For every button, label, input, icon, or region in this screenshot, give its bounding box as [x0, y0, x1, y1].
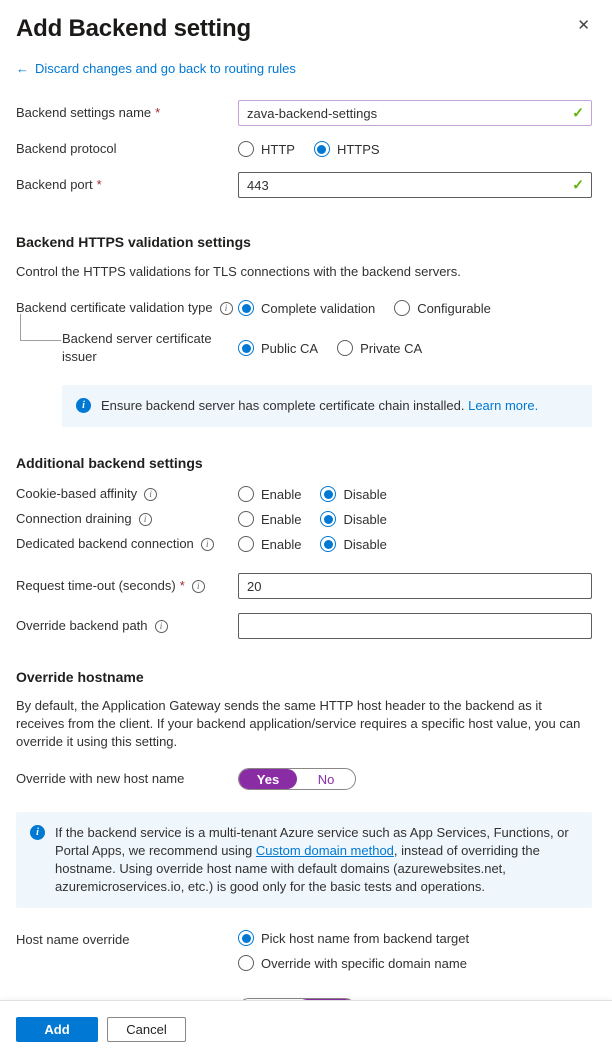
- radio-icon: [314, 141, 330, 157]
- banner-text: Ensure backend server has complete certificate chain installed.: [101, 398, 465, 413]
- dedicated-connection-disable-radio[interactable]: [320, 536, 386, 552]
- request-timeout-label: Request time-out (seconds) * i: [16, 577, 238, 595]
- connection-draining-row: [16, 510, 592, 528]
- info-icon[interactable]: i: [220, 302, 233, 315]
- backend-settings-name-input[interactable]: [238, 100, 592, 126]
- multitenant-info-banner: [16, 812, 592, 908]
- override-new-hostname-label: Override with new host name: [16, 771, 185, 786]
- radio-label: Pick host name from backend target: [261, 930, 470, 946]
- radio-icon: [320, 511, 336, 527]
- cert-issuer-row: [16, 330, 592, 366]
- connection-draining-label: Connection draining i: [16, 510, 238, 528]
- custom-domain-method-link[interactable]: Custom domain method: [255, 843, 394, 858]
- host-name-override-row: [16, 930, 592, 971]
- info-icon: i: [76, 398, 91, 413]
- radio-label: HTTPS: [336, 141, 380, 157]
- radio-icon: [238, 930, 254, 946]
- radio-label: Private CA: [360, 340, 423, 356]
- radio-icon: [320, 536, 336, 552]
- certificate-chain-info-banner: [62, 385, 592, 427]
- back-to-routing-rules-link[interactable]: [16, 61, 296, 76]
- radio-label: Enable: [261, 536, 302, 552]
- backend-protocol-row: [16, 140, 592, 158]
- protocol-https-radio[interactable]: [314, 141, 380, 157]
- panel-footer: [0, 1000, 612, 1058]
- required-marker: *: [179, 578, 185, 593]
- radio-label: Public CA: [261, 340, 319, 356]
- info-icon: i: [30, 825, 45, 840]
- override-backend-path-label: Override backend path i: [16, 617, 238, 635]
- public-ca-radio[interactable]: [238, 340, 318, 356]
- radio-icon: [238, 141, 254, 157]
- info-icon[interactable]: i: [201, 538, 214, 551]
- dedicated-connection-label: Dedicated backend connection i: [16, 535, 238, 553]
- override-hostname-description: By default, the Application Gateway sends the same HTTP host header to the backend as it receives from the client. If your backend application/service requires a specific host value, you can override it using this setting.: [16, 698, 581, 749]
- complete-validation-radio[interactable]: [238, 300, 375, 316]
- backend-settings-name-label: Backend settings name *: [16, 105, 161, 120]
- radio-label: Disable: [343, 536, 387, 552]
- add-button[interactable]: Add: [16, 1017, 98, 1042]
- required-marker: *: [155, 105, 161, 120]
- host-name-override-label: Host name override: [16, 932, 130, 947]
- valid-check-icon: ✓: [572, 176, 584, 193]
- required-marker: *: [96, 177, 102, 192]
- radio-label: Configurable: [417, 300, 491, 316]
- dedicated-connection-enable-radio[interactable]: [238, 536, 301, 552]
- radio-label: Enable: [261, 486, 302, 502]
- info-icon[interactable]: i: [155, 620, 168, 633]
- additional-settings-heading: Additional backend settings: [16, 455, 203, 471]
- banner-text-before: If the backend service is a multi-tenant Azure service such as App Services, Functions, or Portal Apps, we recommend using: [55, 825, 569, 858]
- cookie-affinity-disable-radio[interactable]: [320, 486, 386, 502]
- cookie-affinity-label: Cookie-based affinity i: [16, 485, 238, 503]
- backend-protocol-label: Backend protocol: [16, 141, 117, 156]
- learn-more-link[interactable]: Learn more.: [468, 398, 539, 413]
- override-backend-path-row: [16, 613, 592, 639]
- radio-label: Override with specific domain name: [261, 955, 467, 971]
- page-title: Add Backend setting: [16, 15, 251, 42]
- https-validation-description: Control the HTTPS validations for TLS connections with the backend servers.: [16, 264, 461, 279]
- close-icon[interactable]: ✕: [575, 14, 592, 38]
- dedicated-connection-row: [16, 535, 592, 553]
- cert-validation-type-label: Backend certificate validation type i: [16, 299, 238, 317]
- backend-port-input[interactable]: [238, 172, 592, 198]
- cookie-affinity-enable-radio[interactable]: [238, 486, 301, 502]
- valid-check-icon: ✓: [572, 104, 584, 121]
- radio-icon: [394, 300, 410, 316]
- banner-text-after: , instead of overriding the hostname. Using override host name with default domains (azurewebsites.net, azuremicroservices.io, etc.) is good only for the basic tests and operations.: [55, 843, 540, 894]
- connection-draining-disable-radio[interactable]: [320, 511, 386, 527]
- radio-icon: [238, 300, 254, 316]
- radio-icon: [238, 955, 254, 971]
- override-new-hostname-toggle[interactable]: [238, 768, 356, 790]
- back-arrow-icon: ←: [16, 61, 29, 76]
- backend-port-label: Backend port *: [16, 177, 102, 192]
- radio-icon: [320, 486, 336, 502]
- back-link-label: Discard changes and go back to routing rules: [35, 61, 296, 76]
- cancel-button[interactable]: Cancel: [107, 1017, 186, 1042]
- request-timeout-row: [16, 573, 592, 599]
- backend-settings-name-row: [16, 100, 592, 126]
- request-timeout-input[interactable]: [238, 573, 592, 599]
- radio-icon: [238, 536, 254, 552]
- override-hostname-heading: Override hostname: [16, 669, 144, 685]
- radio-label: Disable: [343, 511, 387, 527]
- radio-label: Complete validation: [261, 300, 376, 316]
- configurable-radio[interactable]: [394, 300, 491, 316]
- info-icon[interactable]: i: [144, 488, 157, 501]
- override-backend-path-input[interactable]: [238, 613, 592, 639]
- panel-header: [16, 14, 592, 44]
- radio-icon: [238, 340, 254, 356]
- https-validation-heading: Backend HTTPS validation settings: [16, 234, 251, 250]
- toggle-no-option[interactable]: No: [317, 771, 335, 787]
- radio-icon: [238, 486, 254, 502]
- radio-label: HTTP: [261, 141, 295, 157]
- toggle-yes-option[interactable]: Yes: [239, 769, 297, 789]
- radio-label: Disable: [343, 486, 387, 502]
- info-icon[interactable]: i: [192, 580, 205, 593]
- override-specific-domain-radio[interactable]: [238, 955, 467, 971]
- connection-draining-enable-radio[interactable]: [238, 511, 301, 527]
- cert-issuer-label: Backend server certificate issuer: [62, 331, 212, 364]
- private-ca-radio[interactable]: [337, 340, 422, 356]
- radio-icon: [238, 511, 254, 527]
- backend-port-row: [16, 172, 592, 198]
- cookie-affinity-row: [16, 485, 592, 503]
- override-new-hostname-row: [16, 768, 592, 790]
- pick-host-from-backend-radio[interactable]: [238, 930, 469, 946]
- radio-icon: [337, 340, 353, 356]
- cert-validation-type-row: [16, 299, 592, 317]
- info-icon[interactable]: i: [139, 513, 152, 526]
- protocol-http-radio[interactable]: [238, 141, 295, 157]
- radio-label: Enable: [261, 511, 302, 527]
